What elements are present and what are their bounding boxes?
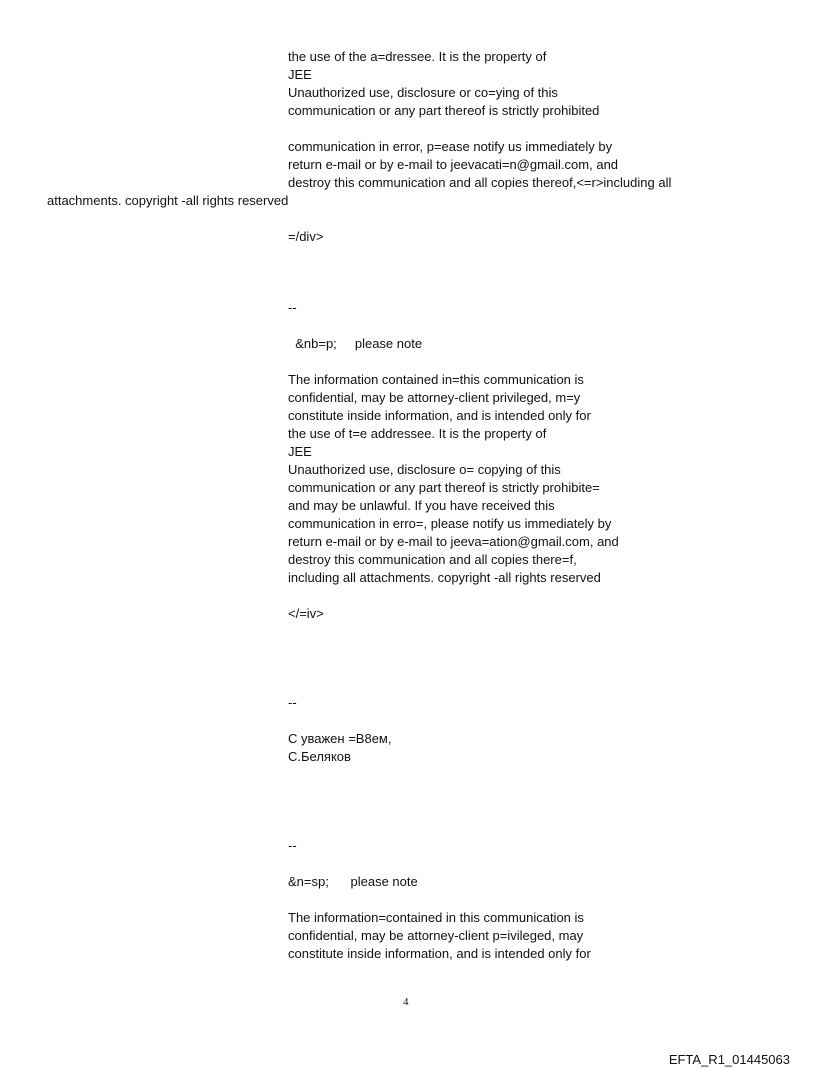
text-line: return e-mail or by e-mail to jeeva=ation@gmail.com, and: [288, 534, 619, 549]
text-line: including all attachments. copyright -all rights reserved: [288, 570, 601, 585]
text-line: JEE: [288, 67, 312, 82]
text-line: </=iv>: [288, 606, 324, 621]
text-line: Unauthorized use, disclosure o= copying of this: [288, 462, 561, 477]
text-line: confidential, may be attorney-client p=ivileged, may: [288, 928, 584, 943]
text-line: constitute inside information, and is intended only for: [288, 408, 591, 423]
separator-line: --: [288, 838, 297, 853]
separator-line: --: [288, 300, 297, 315]
text-line: the use of the a=dressee. It is the property of: [288, 49, 547, 64]
text-line: attachments. copyright -all rights reserved: [47, 193, 289, 208]
text-line: confidential, may be attorney-client privileged, m=y: [288, 390, 581, 405]
text-line: С уважен =В8ем,: [288, 731, 392, 746]
text-line: communication or any part thereof is strictly prohibite=: [288, 480, 600, 495]
text-line: the use of t=e addressee. It is the property of: [288, 426, 547, 441]
text-line: communication in error, p=ease notify us immediately by: [288, 139, 613, 154]
text-line: Unauthorized use, disclosure or co=ying of this: [288, 85, 558, 100]
text-line: communication in erro=, please notify us immediately by: [288, 516, 612, 531]
text-line: JEE: [288, 444, 312, 459]
text-line: &n=sp; please note: [288, 874, 418, 889]
separator-line: --: [288, 695, 297, 710]
text-line: destroy this communication and all copies there=f,: [288, 552, 577, 567]
text-line: С.Беляков: [288, 749, 351, 764]
page-number: 4: [403, 996, 409, 1008]
text-line: &nb=p; please note: [288, 336, 423, 351]
text-line: and may be unlawful. If you have received this: [288, 498, 555, 513]
text-line: =/div>: [288, 229, 324, 244]
text-line: communication or any part thereof is strictly prohibited: [288, 103, 600, 118]
text-line: return e-mail or by e-mail to jeevacati=n@gmail.com, and: [288, 157, 619, 172]
text-line: destroy this communication and all copies thereof,<=r>including all: [288, 175, 672, 190]
text-line: The information contained in=this communication is: [288, 372, 584, 387]
text-line: The information=contained in this communication is: [288, 910, 584, 925]
text-line: constitute inside information, and is intended only for: [288, 946, 591, 961]
document-id: EFTA_R1_01445063: [668, 1052, 790, 1067]
